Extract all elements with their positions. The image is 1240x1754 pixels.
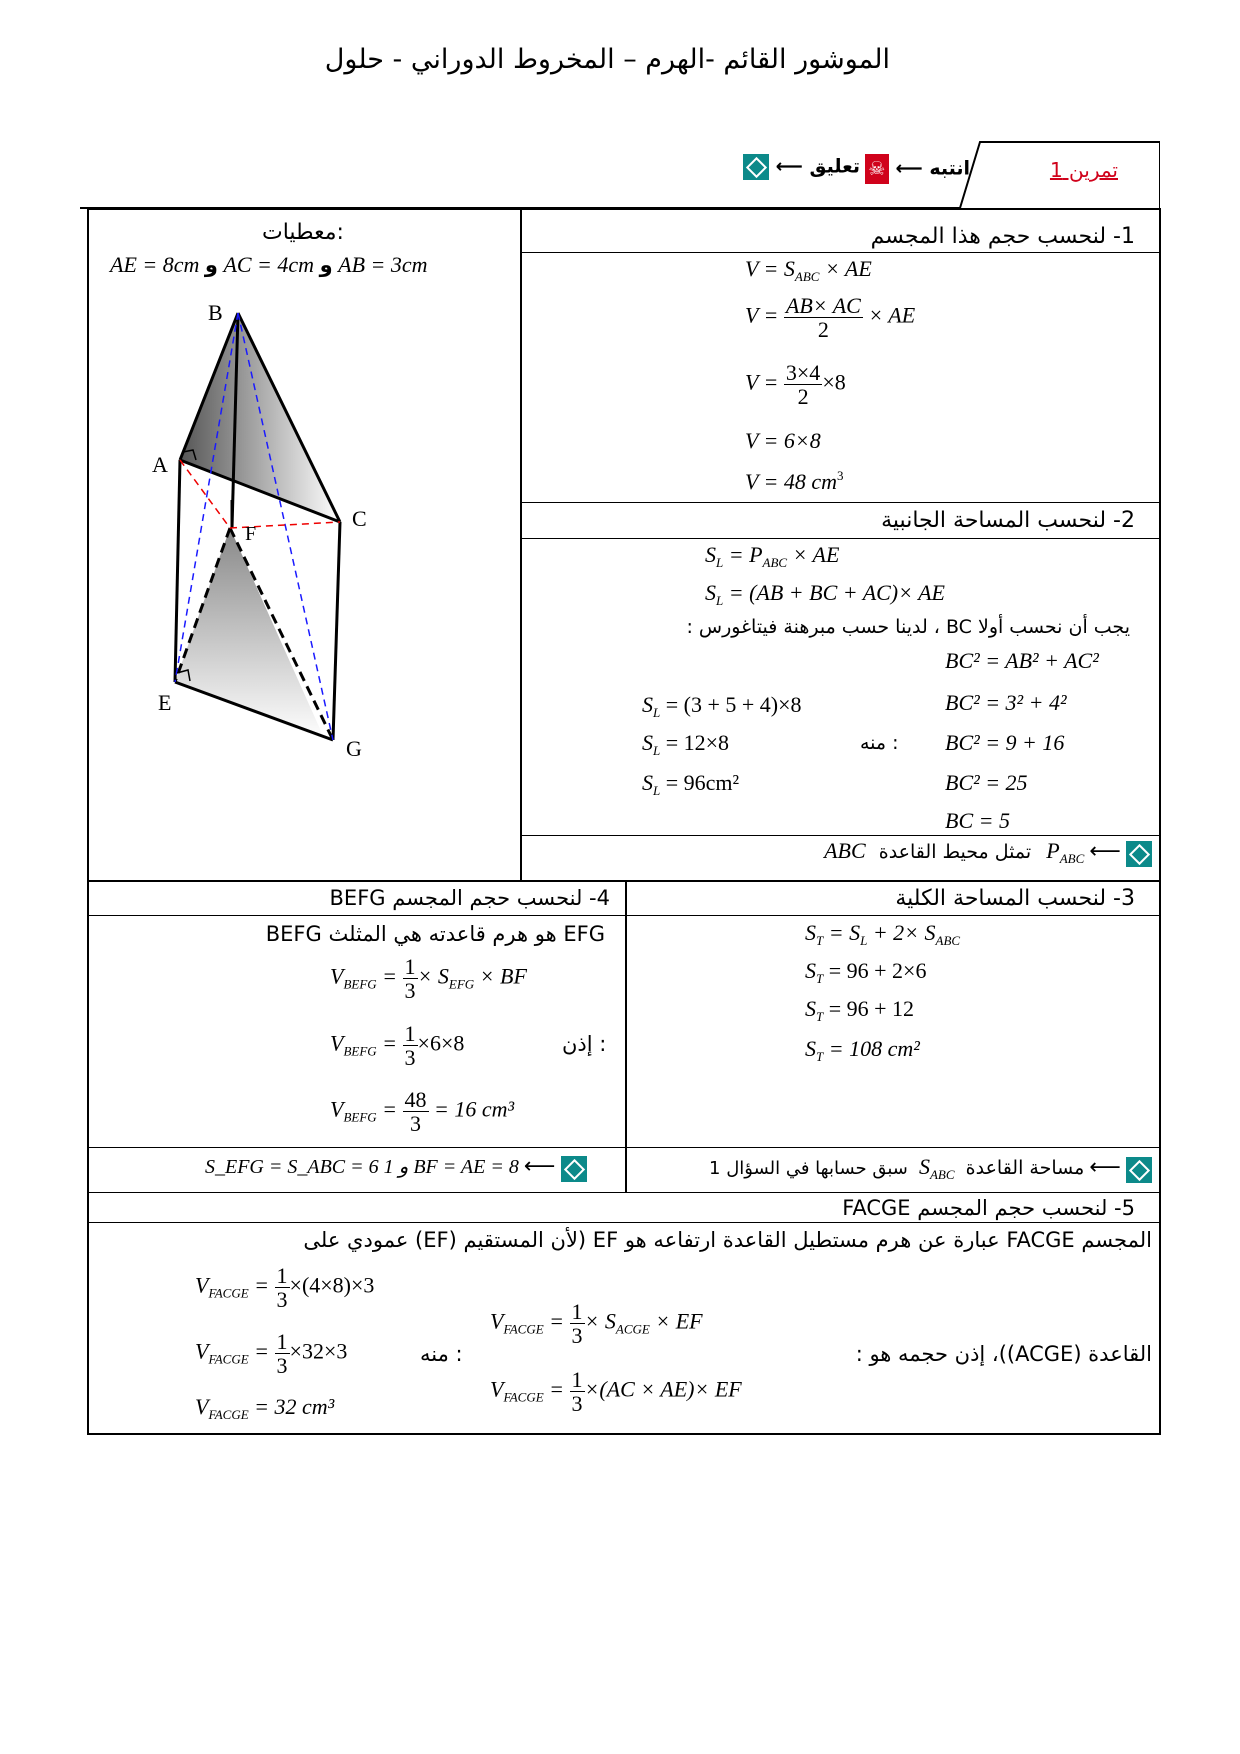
q4-v3: $V_{BEFG}$ = $\frac{48}{3}$ = 16 cm³ [330,1087,515,1137]
vertex-label-g: G [346,736,362,761]
and-word: و [204,253,218,277]
diamond-icon [1126,841,1152,867]
arrow-left-icon: ⟵ [523,1154,556,1179]
row-divider [520,252,1161,253]
q4-v2: $V_{BEFG}$ = $\frac{1}{3}$ ×6×8 [330,1021,465,1071]
q1-line4: V = 6×8 [745,428,821,453]
q2-s1: $S_L = (3 + 5 + 4)\times 8$ [642,692,802,720]
prism-figure [140,300,520,770]
q1-line5: V = 48 $cm^3$ [745,468,844,494]
arrow-left-icon: ⟵ [775,155,803,178]
q5-b2: $V_{FACGE}$ = $\frac{1}{3}$ ×32×3 [195,1329,348,1379]
vertex-label-b: B [208,300,223,325]
comment-label: تعليق [809,155,860,178]
header-tab-shape [80,140,1160,210]
diamond-icon [561,1156,587,1182]
q5-desc2: القاعدة (ACGE))، إذن حجمه هو : [855,1342,1152,1366]
given-ac: AC = 4cm [223,252,315,277]
q1-line2: V = $\frac{AB\times AC}{2}$ × AE [745,293,916,343]
q5-b1: $V_{FACGE}$ = $\frac{1}{3}$ ×(4×8)×3 [195,1263,375,1313]
vertex-label-a: A [152,452,168,477]
diamond-icon [1126,1157,1152,1183]
q2-bc4: BC² = 25 [945,770,1028,795]
q5-desc: المجسم FACGE عبارة عن هرم مستطيل القاعدة ارتفاعه هو EF (لأن المستقيم (EF) عمودي على [303,1228,1152,1252]
q3-t1: $S_T = S_L + 2\times S_{ABC}$ [805,920,961,948]
and-word: و [319,253,333,277]
q3-t2: $S_T = 96 + 2\times 6$ [805,958,927,986]
formula-text: V = S [745,256,795,281]
q5-a1: $V_{FACGE}$ = $\frac{1}{3}$ × $S_{ACGE}$ × EF [490,1299,703,1349]
formula-text: × AE [824,256,872,281]
q2-note: يجب أن نحسب أولا BC ، لدينا حسب مبرهنة فيتاغورس : [686,616,1130,638]
q2-bc3: BC² = 9 + 16 [945,730,1065,755]
attention-label: انتبه [929,157,970,180]
vertex-label-f: F [245,523,257,545]
q3-t3: $S_T = 96 + 12$ [805,996,915,1024]
q1-line3: V = $\frac{3\times 4}{2}$ ×8 [745,360,846,410]
row-divider [520,835,1161,836]
q4-thus: إذن : [562,1032,607,1056]
diamond-icon [743,154,769,180]
arrow-left-icon: ⟵ [1089,1155,1121,1180]
q3-heading: 3- لنحسب المساحة الكلية [895,886,1135,911]
q2-heading: 2- لنحسب المساحة الجانبية [881,508,1135,533]
q2-bc1: BC² = AB² + AC² [945,648,1099,673]
given-ab: AB = 3cm [338,252,428,277]
row-divider [87,1147,1161,1148]
row-divider [87,880,1161,882]
exercise-header [80,140,1160,210]
q5-hence: منه : [420,1342,463,1366]
q4-heading: 4- لنحسب حجم المجسم BEFG [329,886,610,910]
givens-heading: معطيات: [262,220,344,245]
givens-values [110,252,428,278]
q4-note-box: S_EFG = S_ABC = 6 و 1 BF = AE = 8 ⟵ [205,1154,587,1182]
q1-heading: 1- لنحسب حجم هذا المجسم [870,224,1135,249]
attention-indicator [865,154,970,184]
q2-bc2: BC² = 3² + 4² [945,690,1067,715]
given-ae: AE = 8cm [110,252,200,277]
col-divider [520,208,522,880]
skull-icon: ☠ [865,154,889,184]
q2-note-box: ABC تمثل محيط القاعدة $P_{ABC}$ ⟵ [824,838,1152,867]
q2-hence: منه : [860,732,899,754]
comment-indicator [743,154,860,180]
q4-desc: BEFG هو هرم قاعدته هي المثلث EFG [265,922,605,946]
row-divider [520,538,1161,539]
exercise-label[interactable]: تمرين 1 [1049,158,1118,182]
arrow-left-icon: ⟵ [895,157,923,180]
q5-b3: $V_{FACGE} = 32$ cm³ [195,1394,335,1422]
row-divider [87,1222,1161,1223]
q3-note-box: سبق حسابها في السؤال 1 $S_{ABC}$ مساحة القاعدة ⟵ [709,1154,1152,1183]
q5-heading: 5- لنحسب حجم المجسم FACGE [842,1196,1135,1220]
q5-a2: $V_{FACGE}$ = $\frac{1}{3}$ ×(AC × AE)× EF [490,1367,742,1417]
q2-f1: $S_L = P_{ABC}$ × AE [705,542,840,570]
q4-v1: $V_{BEFG}$ = $\frac{1}{3}$ × $S_{EFG}$ × BF [330,954,527,1004]
q2-bc5: BC = 5 [945,808,1010,833]
row-divider [87,1192,1161,1193]
vertex-label-c: C [352,506,367,531]
q3-t4: $S_T = 108$ cm² [805,1036,920,1064]
arrow-left-icon: ⟵ [1089,839,1121,864]
q2-s2: $S_L = 12\times 8$ [642,730,730,758]
page-title: الموشور القائم -الهرم – المخروط الدوراني - حلول [324,44,890,75]
q2-f2: $S_L = (AB$ + BC + AC)× AE [705,580,945,608]
q1-line1 [745,256,872,285]
col-divider [625,880,627,1192]
row-divider [520,502,1161,503]
q2-s3: $S_L = 96cm^2$ [642,770,740,798]
vertex-label-e: E [158,690,172,715]
row-divider [87,915,1161,916]
subscript: ABC [794,269,820,284]
